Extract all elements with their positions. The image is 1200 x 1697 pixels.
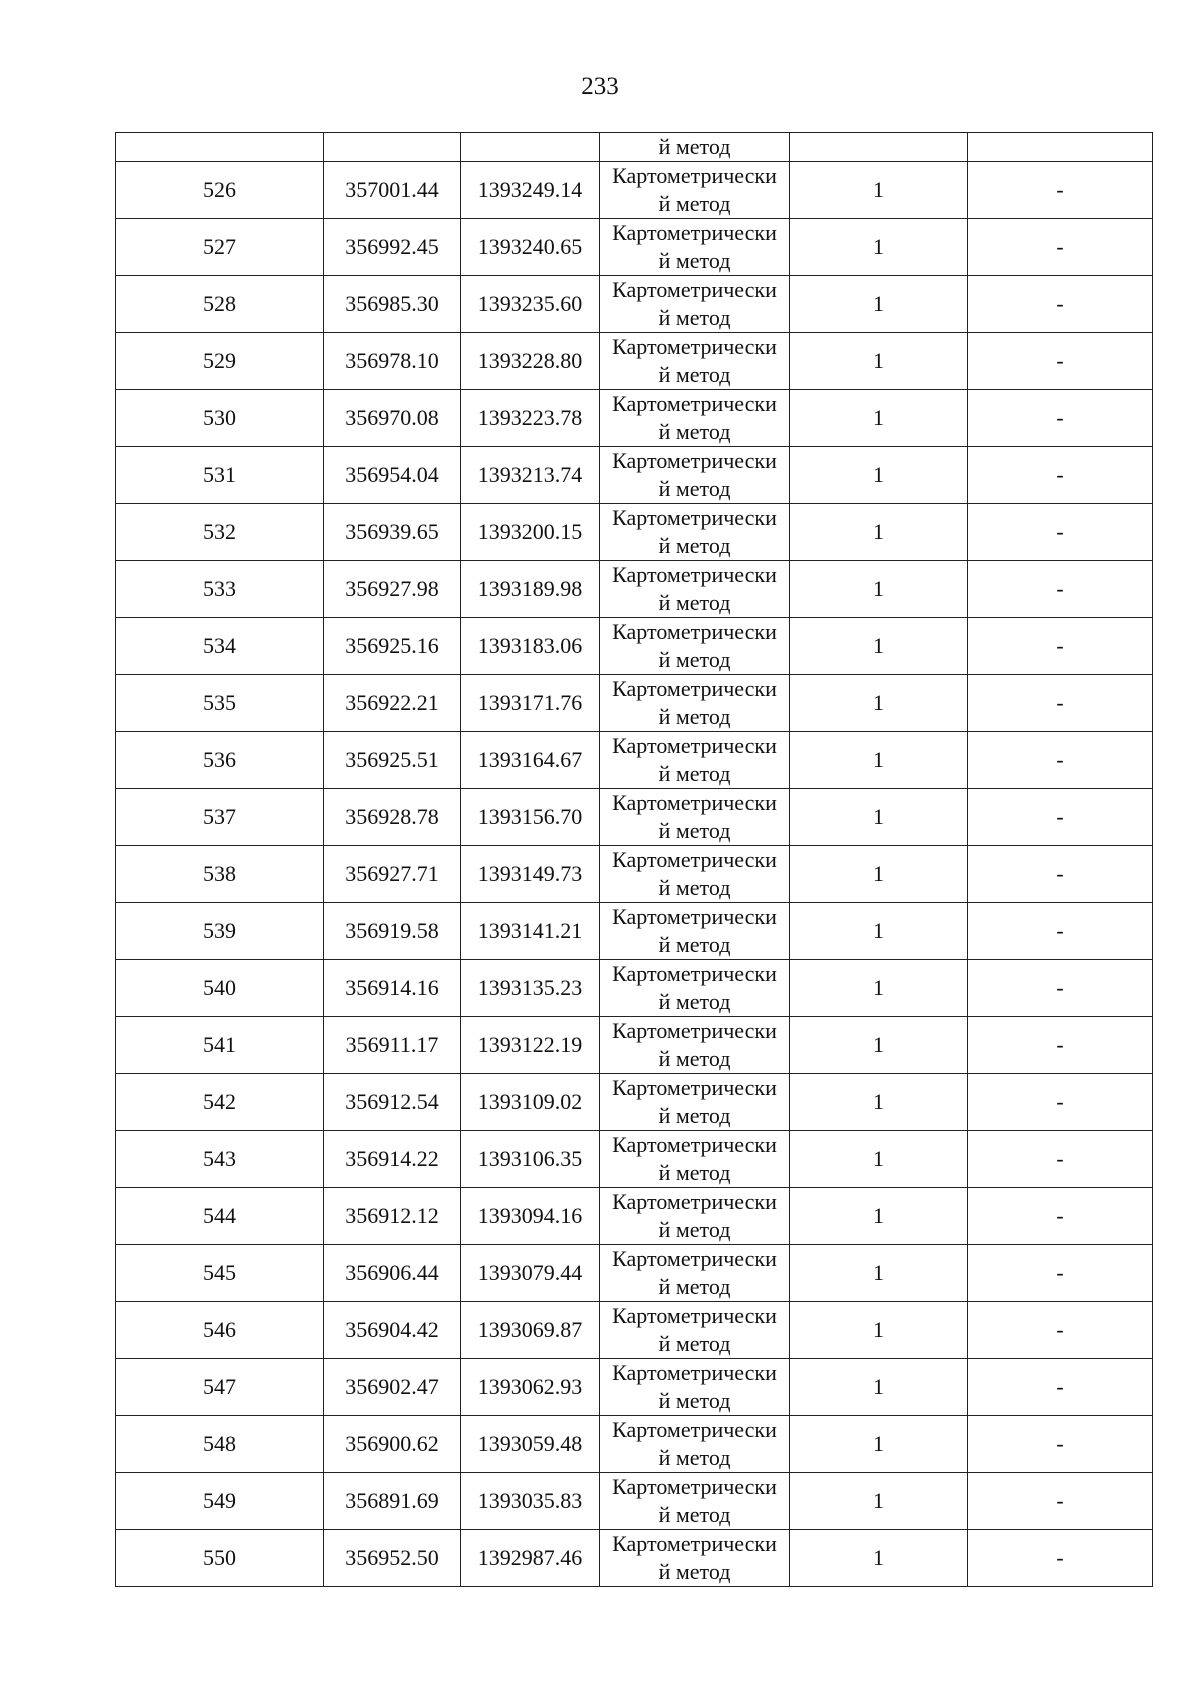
cell-y-coordinate: 1393141.21 — [461, 903, 600, 960]
cell-note: - — [968, 390, 1153, 447]
continued-row — [116, 133, 1153, 162]
cell-note: - — [968, 1473, 1153, 1530]
cell-accuracy: 1 — [790, 1245, 968, 1302]
table-row — [116, 1131, 1153, 1188]
table-row — [116, 504, 1153, 561]
table-row — [116, 162, 1153, 219]
cell-note: - — [968, 561, 1153, 618]
cell-note: - — [968, 1131, 1153, 1188]
cell-accuracy: 1 — [790, 675, 968, 732]
table-row — [116, 960, 1153, 1017]
cell-accuracy: 1 — [790, 504, 968, 561]
cell-accuracy: 1 — [790, 618, 968, 675]
cell-y-coordinate: 1393213.74 — [461, 447, 600, 504]
cell-accuracy: 1 — [790, 1359, 968, 1416]
cell-note: - — [968, 675, 1153, 732]
cell-y-coordinate: 1393189.98 — [461, 561, 600, 618]
cell-method: Картометрически й метод — [600, 732, 790, 789]
coordinates-table-body — [116, 133, 1153, 1587]
cell-point-number: 534 — [116, 618, 324, 675]
cell-note: - — [968, 960, 1153, 1017]
cell-note: - — [968, 1530, 1153, 1587]
cell-method: Картометрически й метод — [600, 675, 790, 732]
cell-x-coordinate: 356919.58 — [324, 903, 461, 960]
cell-note — [968, 133, 1153, 162]
table-row — [116, 447, 1153, 504]
cell-point-number: 543 — [116, 1131, 324, 1188]
cell-x-coordinate: 356978.10 — [324, 333, 461, 390]
cell-method: Картометрически й метод — [600, 846, 790, 903]
cell-x-coordinate: 356912.12 — [324, 1188, 461, 1245]
table-row — [116, 333, 1153, 390]
cell-note: - — [968, 162, 1153, 219]
cell-x-coordinate: 356891.69 — [324, 1473, 461, 1530]
cell-y-coordinate: 1393122.19 — [461, 1017, 600, 1074]
cell-method: Картометрически й метод — [600, 1131, 790, 1188]
cell-note: - — [968, 333, 1153, 390]
cell-point-number: 541 — [116, 1017, 324, 1074]
cell-x-coordinate: 356985.30 — [324, 276, 461, 333]
cell-method: Картометрически й метод — [600, 960, 790, 1017]
cell-note: - — [968, 1017, 1153, 1074]
cell-accuracy: 1 — [790, 1074, 968, 1131]
cell-note: - — [968, 1359, 1153, 1416]
cell-accuracy: 1 — [790, 1188, 968, 1245]
cell-note: - — [968, 1188, 1153, 1245]
cell-accuracy: 1 — [790, 561, 968, 618]
cell-point-number: 545 — [116, 1245, 324, 1302]
cell-point-number: 529 — [116, 333, 324, 390]
cell-point-number: 539 — [116, 903, 324, 960]
cell-note: - — [968, 789, 1153, 846]
table-row — [116, 1359, 1153, 1416]
cell-method: Картометрически й метод — [600, 504, 790, 561]
cell-accuracy: 1 — [790, 276, 968, 333]
cell-y-coordinate: 1393228.80 — [461, 333, 600, 390]
cell-x-coordinate: 356954.04 — [324, 447, 461, 504]
cell-method: Картометрически й метод — [600, 1359, 790, 1416]
table-row — [116, 276, 1153, 333]
table-row — [116, 1017, 1153, 1074]
cell-point-number: 536 — [116, 732, 324, 789]
cell-point-number: 540 — [116, 960, 324, 1017]
page-number: 233 — [581, 73, 619, 100]
table-row — [116, 1074, 1153, 1131]
table-row — [116, 1416, 1153, 1473]
cell-method: Картометрически й метод — [600, 1473, 790, 1530]
cell-accuracy: 1 — [790, 1473, 968, 1530]
cell-x-coordinate: 356914.16 — [324, 960, 461, 1017]
table-row — [116, 1245, 1153, 1302]
cell-accuracy: 1 — [790, 1416, 968, 1473]
cell-y — [461, 133, 600, 162]
cell-accuracy: 1 — [790, 1302, 968, 1359]
table-row — [116, 1473, 1153, 1530]
cell-method: Картометрически й метод — [600, 1074, 790, 1131]
cell-point-number: 538 — [116, 846, 324, 903]
cell-method: Картометрически й метод — [600, 219, 790, 276]
cell-note: - — [968, 903, 1153, 960]
table-row — [116, 675, 1153, 732]
cell-method: Картометрически й метод — [600, 1188, 790, 1245]
cell-point-number: 544 — [116, 1188, 324, 1245]
cell-accuracy: 1 — [790, 1530, 968, 1587]
cell-note: - — [968, 276, 1153, 333]
cell-accuracy: 1 — [790, 447, 968, 504]
cell-x-coordinate: 356927.71 — [324, 846, 461, 903]
cell-x-coordinate: 356928.78 — [324, 789, 461, 846]
cell-accuracy: 1 — [790, 903, 968, 960]
cell-y-coordinate: 1393249.14 — [461, 162, 600, 219]
cell-x-coordinate: 356900.62 — [324, 1416, 461, 1473]
cell-note: - — [968, 732, 1153, 789]
cell-y-coordinate: 1393149.73 — [461, 846, 600, 903]
cell-method: Картометрически й метод — [600, 276, 790, 333]
coordinates-table — [115, 132, 1153, 1587]
cell-point-number: 532 — [116, 504, 324, 561]
cell-method: Картометрически й метод — [600, 447, 790, 504]
cell-accuracy: 1 — [790, 732, 968, 789]
cell-x-coordinate: 356939.65 — [324, 504, 461, 561]
cell-accuracy: 1 — [790, 162, 968, 219]
cell-x-coordinate: 356904.42 — [324, 1302, 461, 1359]
table-row — [116, 390, 1153, 447]
cell-point-number: 537 — [116, 789, 324, 846]
cell-y-coordinate: 1393240.65 — [461, 219, 600, 276]
cell-note: - — [968, 219, 1153, 276]
cell-point-number: 546 — [116, 1302, 324, 1359]
cell-point-number: 528 — [116, 276, 324, 333]
cell-accuracy: 1 — [790, 333, 968, 390]
cell-accuracy: 1 — [790, 1131, 968, 1188]
cell-point-number: 549 — [116, 1473, 324, 1530]
cell-y-coordinate: 1393109.02 — [461, 1074, 600, 1131]
cell-num — [116, 133, 324, 162]
cell-note: - — [968, 1245, 1153, 1302]
cell-x-coordinate: 356922.21 — [324, 675, 461, 732]
cell-accuracy: 1 — [790, 390, 968, 447]
table-row — [116, 618, 1153, 675]
cell-point-number: 526 — [116, 162, 324, 219]
cell-y-coordinate: 1393106.35 — [461, 1131, 600, 1188]
cell-note: - — [968, 1074, 1153, 1131]
cell-y-coordinate: 1393235.60 — [461, 276, 600, 333]
table-row — [116, 789, 1153, 846]
cell-method: Картометрически й метод — [600, 618, 790, 675]
cell-method: Картометрически й метод — [600, 1416, 790, 1473]
cell-y-coordinate: 1393035.83 — [461, 1473, 600, 1530]
cell-x-coordinate: 356914.22 — [324, 1131, 461, 1188]
table-row — [116, 732, 1153, 789]
cell-point-number: 550 — [116, 1530, 324, 1587]
cell-note: - — [968, 504, 1153, 561]
cell-x-coordinate: 356911.17 — [324, 1017, 461, 1074]
cell-y-coordinate: 1393223.78 — [461, 390, 600, 447]
cell-accuracy: 1 — [790, 219, 968, 276]
cell-method: Картометрически й метод — [600, 1302, 790, 1359]
cell-method: Картометрически й метод — [600, 561, 790, 618]
cell-x-coordinate: 356992.45 — [324, 219, 461, 276]
table-row — [116, 561, 1153, 618]
cell-y-coordinate: 1393079.44 — [461, 1245, 600, 1302]
table-row — [116, 1530, 1153, 1587]
cell-point-number: 530 — [116, 390, 324, 447]
cell-x-coordinate: 356925.16 — [324, 618, 461, 675]
table-row — [116, 219, 1153, 276]
cell-point-number: 535 — [116, 675, 324, 732]
cell-x — [324, 133, 461, 162]
cell-method: Картометрически й метод — [600, 1017, 790, 1074]
cell-y-coordinate: 1393059.48 — [461, 1416, 600, 1473]
cell-y-coordinate: 1392987.46 — [461, 1530, 600, 1587]
cell-y-coordinate: 1393164.67 — [461, 732, 600, 789]
table-row — [116, 1302, 1153, 1359]
cell-y-coordinate: 1393062.93 — [461, 1359, 600, 1416]
cell-y-coordinate: 1393183.06 — [461, 618, 600, 675]
cell-x-coordinate: 356906.44 — [324, 1245, 461, 1302]
cell-method: Картометрически й метод — [600, 1530, 790, 1587]
cell-method: Картометрически й метод — [600, 789, 790, 846]
table-row — [116, 903, 1153, 960]
cell-method: Картометрически й метод — [600, 333, 790, 390]
cell-point-number: 547 — [116, 1359, 324, 1416]
cell-note: - — [968, 1416, 1153, 1473]
cell-method: й метод — [600, 133, 790, 162]
cell-y-coordinate: 1393069.87 — [461, 1302, 600, 1359]
cell-x-coordinate: 356902.47 — [324, 1359, 461, 1416]
cell-method: Картометрически й метод — [600, 162, 790, 219]
cell-note: - — [968, 1302, 1153, 1359]
cell-point-number: 531 — [116, 447, 324, 504]
cell-x-coordinate: 356925.51 — [324, 732, 461, 789]
table-row — [116, 846, 1153, 903]
cell-x-coordinate: 357001.44 — [324, 162, 461, 219]
cell-accuracy: 1 — [790, 846, 968, 903]
cell-point-number: 542 — [116, 1074, 324, 1131]
cell-accuracy: 1 — [790, 960, 968, 1017]
cell-note: - — [968, 618, 1153, 675]
cell-y-coordinate: 1393171.76 — [461, 675, 600, 732]
cell-y-coordinate: 1393135.23 — [461, 960, 600, 1017]
cell-point-number: 533 — [116, 561, 324, 618]
cell-point-number: 548 — [116, 1416, 324, 1473]
cell-accuracy: 1 — [790, 1017, 968, 1074]
cell-accuracy — [790, 133, 968, 162]
cell-y-coordinate: 1393156.70 — [461, 789, 600, 846]
cell-y-coordinate: 1393094.16 — [461, 1188, 600, 1245]
cell-note: - — [968, 447, 1153, 504]
cell-accuracy: 1 — [790, 789, 968, 846]
cell-x-coordinate: 356952.50 — [324, 1530, 461, 1587]
cell-method: Картометрически й метод — [600, 390, 790, 447]
cell-x-coordinate: 356927.98 — [324, 561, 461, 618]
cell-y-coordinate: 1393200.15 — [461, 504, 600, 561]
cell-point-number: 527 — [116, 219, 324, 276]
cell-method: Картометрически й метод — [600, 1245, 790, 1302]
table-row — [116, 1188, 1153, 1245]
cell-x-coordinate: 356970.08 — [324, 390, 461, 447]
cell-x-coordinate: 356912.54 — [324, 1074, 461, 1131]
cell-method: Картометрически й метод — [600, 903, 790, 960]
cell-note: - — [968, 846, 1153, 903]
